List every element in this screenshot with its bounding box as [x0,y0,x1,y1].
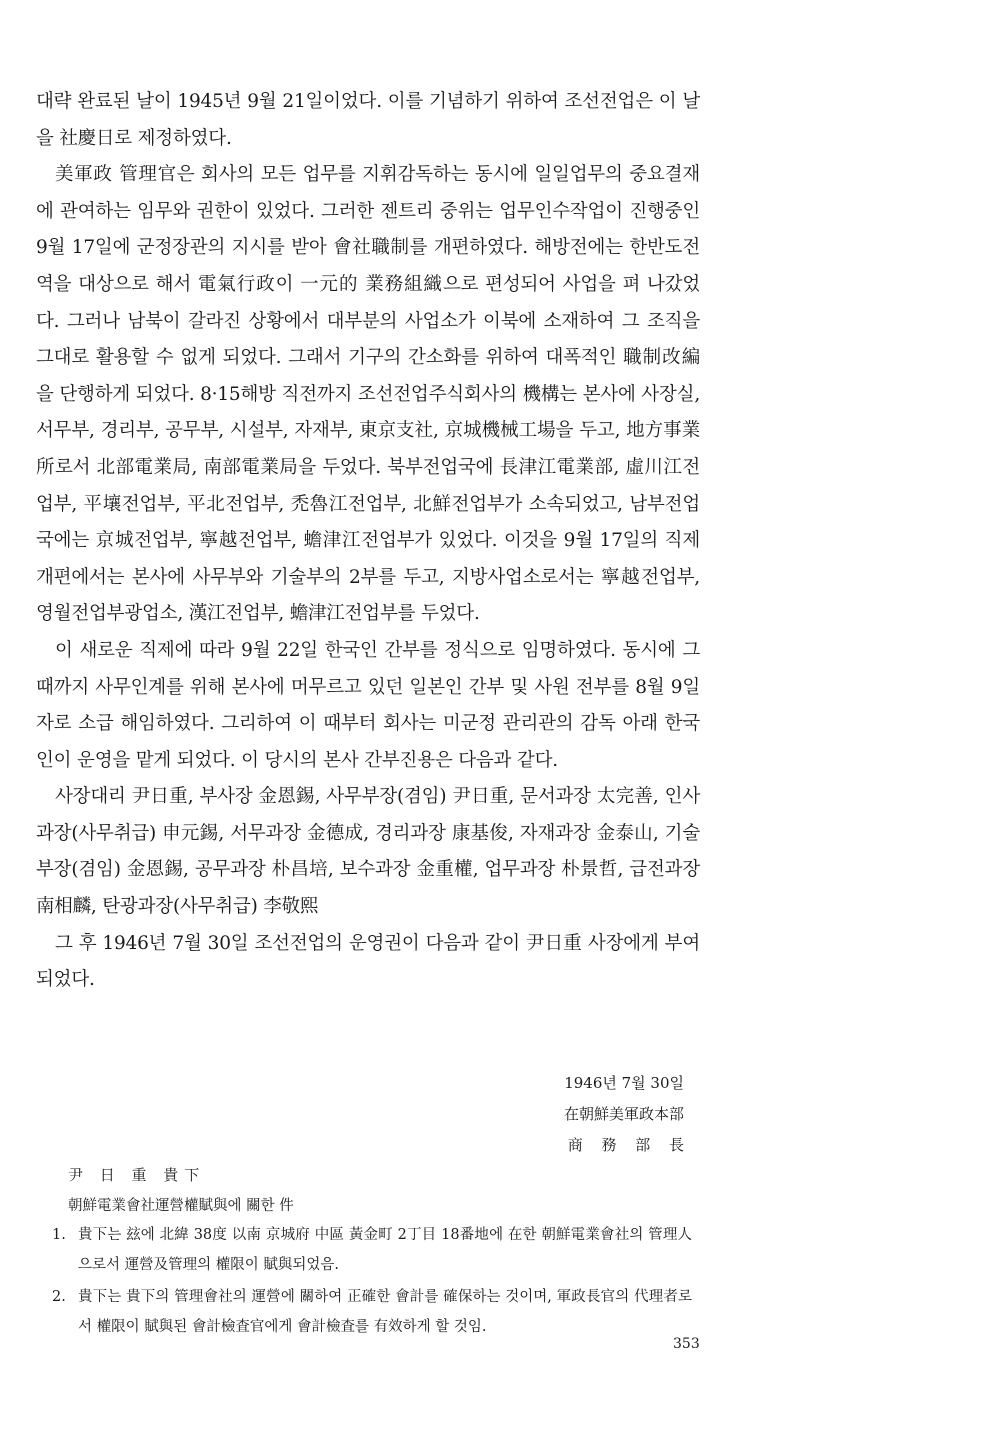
page-number: 353 [673,1336,700,1352]
signature-block [540,1068,691,1161]
item-number: 2. [52,1289,66,1305]
paragraph: 그 후 1946년 7월 30일 조선전업의 운영권이 다음과 같이 尹日重 사장에게 부여되었다. [36,932,700,991]
list-item [52,1220,692,1280]
paragraph: 美軍政 管理官은 회사의 모든 업무를 지휘감독하는 동시에 일일업무의 중요결재에 관여하는 임무와 권한이 있었다. 그러한 젠트리 중위는 업무인수작업이 진행중인 9월 17일에 군정장관의 지시를 받아 會社職制를 개편하였다. 해방전에는 한반도전역을 대상으로 해서 電氣行政이 一元的 業務組織으로 편성되어 사업을 펴 나갔었다. 그러나 남북이 갈라진 상황에서 대부분의 사업소가 이북에 소재하여 그 조직을 그대로 활용할 수 없게 되었다. 그래서 기구의 간소화를 위하여 대폭적인 職制改編을 단행하게 되었다. 8·15해방 직전까지 조선전업주식회사의 機構는 본사에 사장실, 서무부, 경리부, 공무부, 시설부, 자재부, 東京支社, 京城機械工場을 두고, 地方事業所로서 北部電業局, 南部電業局을 두었다. 북부전업국에 長津江電業部, 虛川江전업부, 平壤전업부, 平北전업부, 禿魯江전업부, 北鮮전업부가 소속되었고, 남부전업국에는 京城전업부, 寧越전업부, 蟾津江전업부가 있었다. 이것을 9월 17일의 직제개편에서는 본사에 사무부와 기술부의 2부를 두고, 지방사업소로서는 寧越전업부, 영월전업부광업소, 漢江전업부, 蟾津江전업부를 두었다. [36,164,700,625]
list-item [52,1282,692,1342]
letter-items [52,1220,692,1344]
letter-addressee: 尹 日 重 貴下 [68,1166,206,1184]
letter-subject: 朝鮮電業會社運營權賦與에 關한 件 [68,1198,294,1214]
signature-title: 商 務 部 長 [567,1136,691,1154]
body-text [36,84,700,999]
signature-org: 在朝鮮美軍政本部 [563,1105,684,1123]
paragraph: 사장대리 尹日重, 부사장 金恩錫, 사무부장(겸임) 尹日重, 문서과장 太完善, 인사과장(사무취급) 申元錫, 서무과장 金德成, 경리과장 康基俊, 자재과장 金泰山, 기술부장(겸임) 金恩錫, 공무과장 朴昌培, 보수과장 金重權, 업무과장 朴景哲, 급전과장 南相麟, 탄광과장(사무취급) 李敬熙 [36,786,700,918]
paragraph: 대략 완료된 날이 1945년 9월 21일이었다. 이를 기념하기 위하여 조선전업은 이 날을 社慶日로 제정하였다. [36,91,700,149]
item-text: 貴下는 玆에 北緯 38度 以南 京城府 中區 黃金町 2丁目 18番地에 在한 朝鮮電業會社의 管理人으로서 運營及管理의 權限이 賦與되었음. [78,1227,692,1273]
item-number: 1. [52,1227,66,1243]
paragraph: 이 새로운 직제에 따라 9월 22일 한국인 간부를 정식으로 임명하였다. 동시에 그 때까지 사무인계를 위해 본사에 머무르고 있던 일본인 간부 및 사원 전부를 8월 9일자로 소급 해임하였다. 그리하여 이 때부터 회사는 미군정 관리관의 감독 아래 한국인이 운영을 맡게 되었다. 이 당시의 본사 간부진용은 다음과 같다. [36,639,700,771]
signature-date: 1946년 7월 30일 [564,1074,684,1092]
item-text: 貴下는 貴下의 管理會社의 運營에 關하여 正確한 會計를 確保하는 것이며, 軍政長官의 代理者로서 權限이 賦與된 會計檢査官에게 會計檢査를 有效하게 할 것임. [78,1289,692,1335]
